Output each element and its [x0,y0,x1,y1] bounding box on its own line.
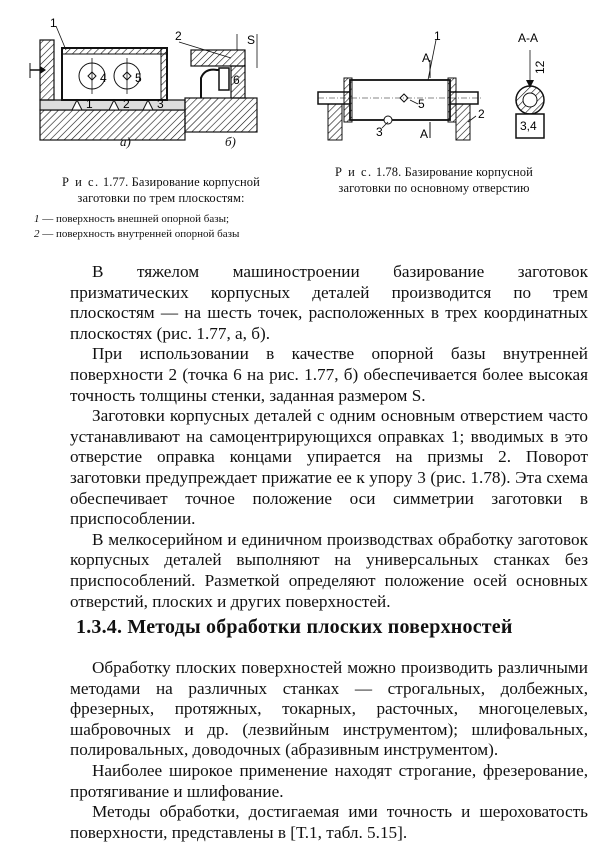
figure-1-77-a [30,18,190,158]
paragraph: При использовании в качестве опорной базы внутренней поверхности 2 (точка 6 на рис. 1.77, б) обеспечивается более высокая точность толщины стенки, заданная размером S. [70,344,588,405]
fig177a-label-1: 1 [50,16,57,30]
legend-item: 1 — поверхность внешней опорной базы; [34,213,230,225]
caption-figure-1-78 [308,164,560,196]
fig177b-label-S: S [247,33,256,47]
legend-figure-1-77 [34,212,294,242]
fig177a-label-3: 3 [157,97,164,111]
fig178-label-1: 1 [434,29,441,43]
fig178-section-title: А-А [518,31,539,45]
fig178-label-3: 3 [376,125,383,139]
fig177a-label-2: 2 [123,97,130,111]
paragraph: Заготовки корпусных деталей с одним основным отверстием часто устанавливают на самоцентрирующихся оправках 1; вводимых в это отверстие оправка концами упирается на призмы 2. Поворот заготовки предупреждает прижатие ее к упору 3 (рис. 1.78). Эта схема обеспечивает точное положение оси симметрии заготовки в приспособлении. [70,406,588,529]
figure-1-78 [318,30,598,150]
fig178-label-12: 12 [533,60,547,74]
body-section-1 [70,262,588,612]
fig178-label-A-top: А [422,51,431,65]
paragraph: Наиболее широкое применение находят строгание, фрезерование, протягивание и шлифование. [70,760,588,801]
section-heading: 1.3.4. Методы обработки плоских поверхностей [76,616,513,638]
figure-1-77-b [175,28,270,133]
paragraph: В мелкосерийном и единичном производствах обработку заготовок корпусных деталей выполняют на универсальных станках без приспособлений. Разметкой определяют положение осей основных отверстий, плоских и других поверхностей. [70,529,588,611]
body-section-2 [70,658,588,843]
legend-item: 2 — поверхность внутренней опорной базы [34,228,240,240]
caption-177-text: 1.77. Базирование корпусной заготовки по трем плоскостям: [77,175,260,205]
fig177a-label-1b: 1 [86,97,93,111]
fig177a-label-5: 5 [135,71,142,85]
caption-figure-1-77 [36,174,286,206]
paragraph: Обработку плоских поверхностей можно производить различными методами на различных станках — строгальных, долбежных, фрезерных, протяжных, токарных, расточных, многоцелевых, шабровочных и др. (лезвийным инструментом); шлифовальных, полировальных, доводочных (абразивным инструментом). [70,658,588,760]
fig177-sub-a: а) [120,134,131,149]
paragraph: Методы обработки, достигаемая ими точность и шероховатость поверхности, представлены в [Т.1, табл. 5.15]. [70,802,588,842]
caption-178-prefix: Р и с. [335,165,373,179]
fig178-label-A-bot: А [420,127,429,141]
fig178-label-2: 2 [478,107,485,121]
caption-177-prefix: Р и с. [62,175,100,189]
caption-178-text: 1.78. Базирование корпусной заготовки по основному отверстию [338,165,533,195]
fig178-label-34: 3,4 [520,119,537,133]
fig178-label-5: 5 [418,97,425,111]
fig177b-label-6: 6 [233,73,240,87]
fig177-sub-b: б) [225,134,236,149]
paragraph: В тяжелом машиностроении базирование заготовок призматических корпусных деталей производится по трем плоскостям — на шесть точек, расположенных в трех координатных плоскостях (рис. 1.77, а, б). [70,262,588,343]
fig177b-label-2: 2 [175,29,182,43]
fig177a-label-4: 4 [100,71,107,85]
